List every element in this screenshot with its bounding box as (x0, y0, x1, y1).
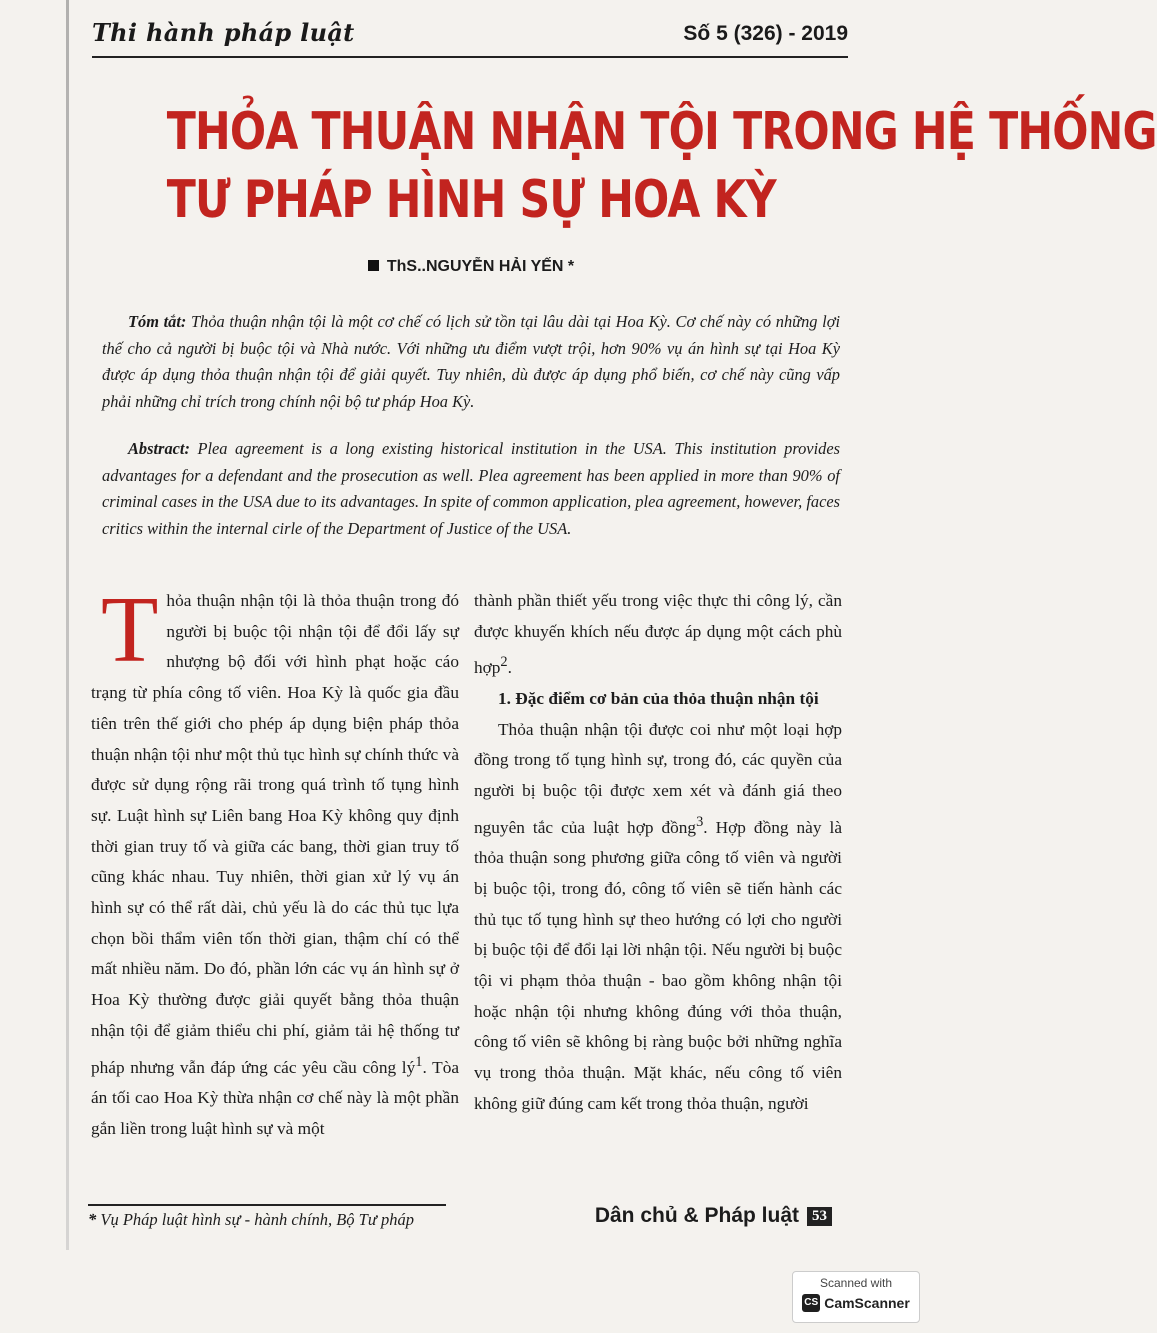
camscanner-watermark (792, 1271, 920, 1323)
section-heading: 1. Đặc điểm cơ bản của thỏa thuận nhận tội (498, 688, 819, 708)
article-title (166, 98, 1157, 234)
footnote-text: Vụ Pháp luật hình sự - hành chính, Bộ Tư pháp (100, 1210, 414, 1229)
square-bullet-icon (368, 260, 379, 271)
author-line (0, 258, 942, 276)
watermark-brand: CamScanner (824, 1295, 910, 1311)
summary-text: Thỏa thuận nhận tội là một cơ chế có lịch sử tồn tại lâu dài tại Hoa Kỳ. Cơ chế này có những lợi thế cho cả người bị buộc tội và Nhà nước. Với những ưu điểm vượt trội, hơn 90% vụ án hình sự tại Hoa Kỳ được áp dụng thỏa thuận nhận tội để giải quyết. Tuy nhiên, dù được áp dụng phổ biến, cơ chế này cũng vấp phải những chỉ trích trong chính nội bộ tư pháp Hoa Kỳ. (102, 312, 840, 411)
camscanner-icon: CS (802, 1294, 820, 1312)
summary-vietnamese (102, 309, 840, 415)
footnote-ref-3: 3 (696, 813, 704, 830)
drop-cap: T (101, 578, 159, 682)
header-rule (92, 56, 848, 58)
right-column (474, 586, 842, 1119)
footnote-ref-1: 1 (415, 1053, 423, 1070)
page-number: 53 (807, 1207, 832, 1226)
intro-paragraph: hỏa thuận nhận tội là thỏa thuận trong đó người bị buộc tội nhận tội để đổi lấy sự nhượng bộ đối với hình phạt hoặc cáo trạng từ phía công tố viên. Hoa Kỳ là quốc gia đầu tiên trên thế giới cho phép áp dụng biện pháp thỏa thuận nhận tội như một thủ tục hình sự chính thức và được sử dụng rộng rãi trong quá trình tố tụng hình sự. Luật hình sự Liên bang Hoa Kỳ không quy định thời gian truy tố và giữa các bang, thời gian truy tố cũng khác nhau. Tuy nhiên, thời gian xử lý vụ án hình sự có thể rất dài, chủ yếu là do các thủ tục lựa chọn bồi thẩm viên tốn thời gian, thậm chí có thể mất nhiều năm. Do đó, phần lớn các vụ án hình sự ở Hoa Kỳ thường được giải quyết bằng thỏa thuận nhận tội để giảm thiểu chi phí, giảm tải hệ thống tư pháp nhưng vẫn đáp ứng các yêu cầu công lý (91, 591, 459, 1077)
section-paragraph-text-2: . Hợp đồng này là thỏa thuận song phương giữa công tố viên và người bị buộc tội, trong đó, công tố viên sẽ tiến hành các thủ tục tố tụng hình sự theo hướng có lợi cho người bị buộc tội để đổi lại lời nhận tội. Nếu người bị buộc tội vi phạm thỏa thuận - bao gồm không nhận tội hoặc nhận tội nhưng không đúng với thỏa thuận, công tố viên sẽ không bị ràng buộc bởi những nghĩa vụ trong thỏa thuận. Mặt khác, nếu công tố viên không giữ đúng cam kết trong thỏa thuận, người (474, 817, 842, 1113)
footnote-ref-2: 2 (500, 654, 508, 671)
abstract-label: Abstract: (128, 439, 190, 458)
section-header: Thi hành pháp luật (92, 18, 355, 47)
footnote-star: * (88, 1210, 97, 1229)
intro-paragraph-end: . Tòa án tối cao Hoa Kỳ thừa nhận cơ chế này là một phần gắn liền trong luật hình sự và một (91, 1057, 459, 1138)
watermark-line-1: Scanned with (819, 1276, 893, 1290)
title-line-1: THỎA THUẬN NHẬN TỘI TRONG HỆ THỐNG (166, 102, 1157, 162)
issue-number: Số 5 (326) - 2019 (683, 22, 848, 45)
abstract-text: Plea agreement is a long existing historical institution in the USA. This institution provides advantages for a defendant and the prosecution as well. Plea agreement has been applied in more than 90% of criminal cases in the USA due to its advantages. In spite of common application, plea agreement, however, faces critics within the internal cirle of the Department of Justice of the USA. (102, 439, 840, 538)
intro-continuation-end: . (507, 658, 512, 678)
section-paragraph-text: Thỏa thuận nhận tội được coi như một loại hợp đồng trong tố tụng hình sự, trong đó, các quyền của người bị buộc tội được xem xét và đánh giá theo nguyên tắc của luật hợp đồng (474, 719, 842, 837)
intro-continuation: thành phần thiết yếu trong việc thực thi công lý, cần được khuyến khích nếu được áp dụng một cách phù hợp (474, 591, 842, 678)
page-edge (66, 0, 69, 1250)
abstract-english (102, 436, 840, 542)
footnote (88, 1210, 414, 1230)
summary-label: Tóm tắt: (128, 312, 187, 331)
title-line-2: TƯ PHÁP HÌNH SỰ HOA KỲ (166, 170, 776, 230)
journal-footer (595, 1204, 832, 1228)
footnote-rule (88, 1204, 446, 1206)
section-paragraph (474, 715, 842, 1120)
left-column (91, 578, 459, 1144)
journal-name: Dân chủ & Pháp luật (594, 1204, 799, 1227)
author-name: ThS..NGUYỄN HẢI YẾN * (386, 258, 575, 275)
watermark-line-2 (793, 1294, 919, 1312)
